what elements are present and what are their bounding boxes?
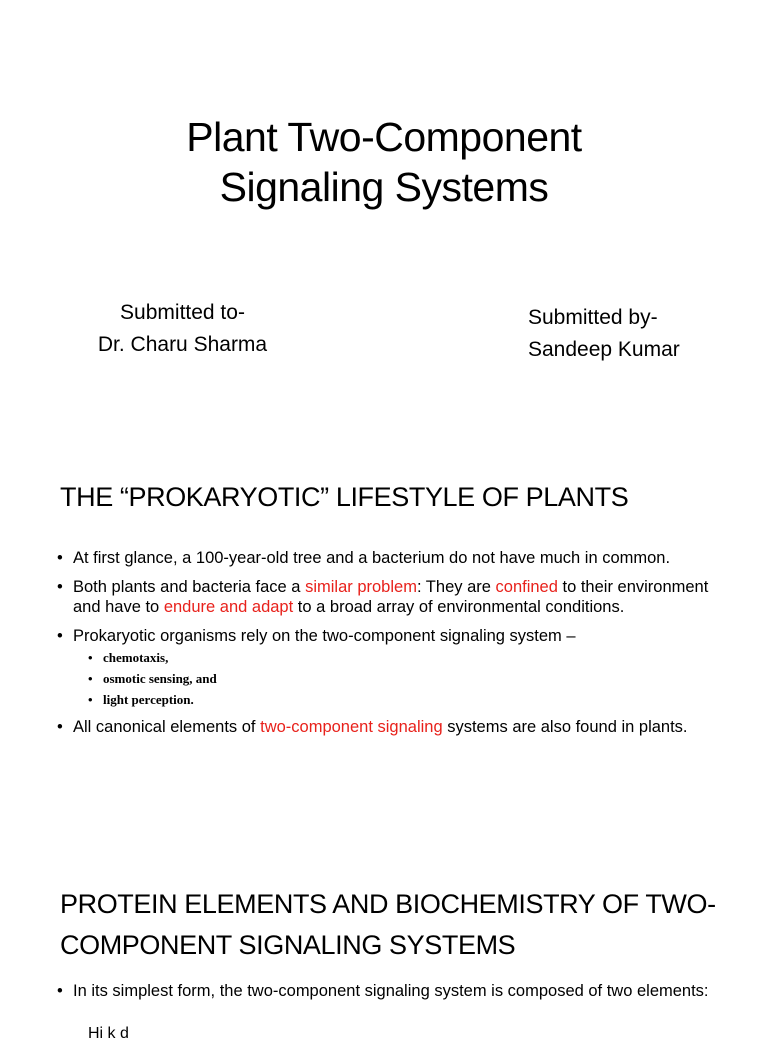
submitted-by-block xyxy=(528,302,680,366)
bullet-text: to a broad array of environmental conditions. xyxy=(293,598,625,616)
emphasis-text: endure and adapt xyxy=(163,598,294,616)
title-line-2: Signaling Systems xyxy=(219,164,549,210)
bullet-text: Both plants and bacteria face a xyxy=(73,578,306,596)
sub-bullet-item: • osmotic sensing, and xyxy=(73,671,737,687)
protein-elements-slide xyxy=(0,864,768,1042)
emphasis-text: similar problem xyxy=(305,578,417,596)
heading-line-2: COMPONENT SIGNALING SYSTEMS xyxy=(60,930,516,960)
bullet-item xyxy=(57,626,737,708)
bullet-text: systems are also found in plants. xyxy=(442,718,688,736)
slide-heading xyxy=(60,884,716,966)
bullet-item: • In its simplest form, the two-component signaling system is composed of two elements: xyxy=(57,981,737,1001)
bullet-item xyxy=(57,717,737,737)
submitted-to-name: Dr. Charu Sharma xyxy=(97,333,268,356)
emphasis-text: two-component signaling xyxy=(260,718,443,736)
bullet-text: Prokaryotic organisms rely on the two-component signaling system – xyxy=(73,627,576,645)
lifestyle-slide xyxy=(0,432,768,864)
sub-bullet-item: • light perception. xyxy=(73,692,737,708)
bullet-list xyxy=(57,981,737,1010)
submitted-by-label: Submitted by- xyxy=(528,306,658,329)
submitted-to-label: Submitted to- xyxy=(120,301,245,324)
bullet-text: to their environment and have to xyxy=(73,578,709,616)
bullet-list xyxy=(57,548,737,746)
submitted-to-block xyxy=(80,297,285,361)
submitted-by-name: Sandeep Kumar xyxy=(528,338,680,361)
title-slide xyxy=(0,0,768,432)
bullet-item: • At first glance, a 100-year-old tree and a bacterium do not have much in common. xyxy=(57,548,737,568)
cut-off-text: Hi k d xyxy=(88,1025,129,1042)
bullet-text: All canonical elements of xyxy=(73,718,261,736)
heading-line-1: PROTEIN ELEMENTS AND BIOCHEMISTRY OF TWO- xyxy=(60,889,716,919)
presentation-title xyxy=(0,112,768,212)
emphasis-text: confined xyxy=(495,578,558,596)
sub-bullet-item: • chemotaxis, xyxy=(73,650,737,666)
bullet-item xyxy=(57,577,737,617)
sub-bullet-list xyxy=(73,650,737,708)
slide-heading: THE “PROKARYOTIC” LIFESTYLE OF PLANTS xyxy=(60,482,629,512)
bullet-text: : They are xyxy=(416,578,496,596)
title-line-1: Plant Two-Component xyxy=(186,114,582,160)
